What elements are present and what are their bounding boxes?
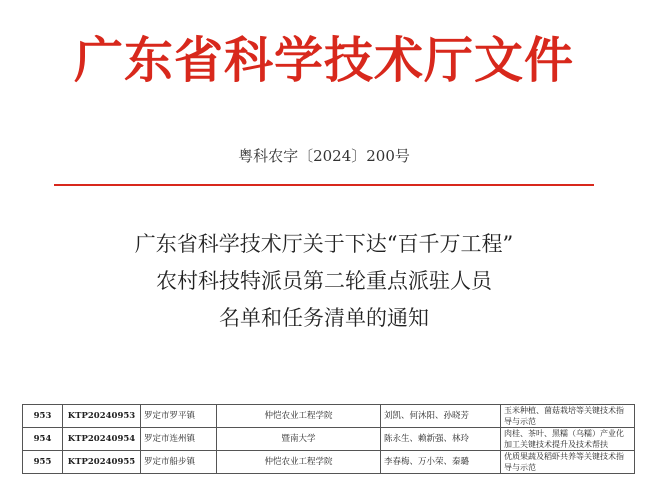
row-task: 肉桂、茶叶、黑糯（乌糯）产业化加工关键技术提升及技术帮扶 [501,428,635,451]
row-number: 955 [23,451,63,474]
row-code: KTP20240955 [63,451,141,474]
row-task: 优质果蔬及稻虾共养等关键技术指导与示范 [501,451,635,474]
row-code: KTP20240954 [63,428,141,451]
row-people: 陈永生、赖新强、林玲 [381,428,501,451]
row-task: 玉米种植、菌菇栽培等关键技术指导与示范 [501,405,635,428]
row-people: 李春梅、万小荣、秦璐 [381,451,501,474]
document-header-title: 广东省科学技术厅文件 [73,31,574,89]
row-town: 罗定市连州镇 [141,428,217,451]
row-town: 罗定市船步镇 [141,451,217,474]
header-divider-line [54,184,594,186]
row-people: 刘凯、何沐阳、孙晓芳 [381,405,501,428]
table-row [23,428,635,451]
row-town: 罗定市罗平镇 [141,405,217,428]
row-unit: 仲恺农业工程学院 [217,451,381,474]
row-number: 954 [23,428,63,451]
dispatch-list-table [22,404,635,474]
notice-title-line-1: 广东省科学技术厅关于下达“百千万工程” [134,232,514,256]
notice-title-line-2: 农村科技特派员第二轮重点派驻人员 [156,269,492,293]
row-unit: 暨南大学 [217,428,381,451]
document-number: 粤科农字〔2024〕200号 [238,147,410,165]
table-row [23,405,635,428]
notice-title [0,226,648,337]
row-unit: 仲恺农业工程学院 [217,405,381,428]
notice-title-line-3: 名单和任务清单的通知 [219,306,429,330]
row-number: 953 [23,405,63,428]
table-row [23,451,635,474]
row-code: KTP20240953 [63,405,141,428]
